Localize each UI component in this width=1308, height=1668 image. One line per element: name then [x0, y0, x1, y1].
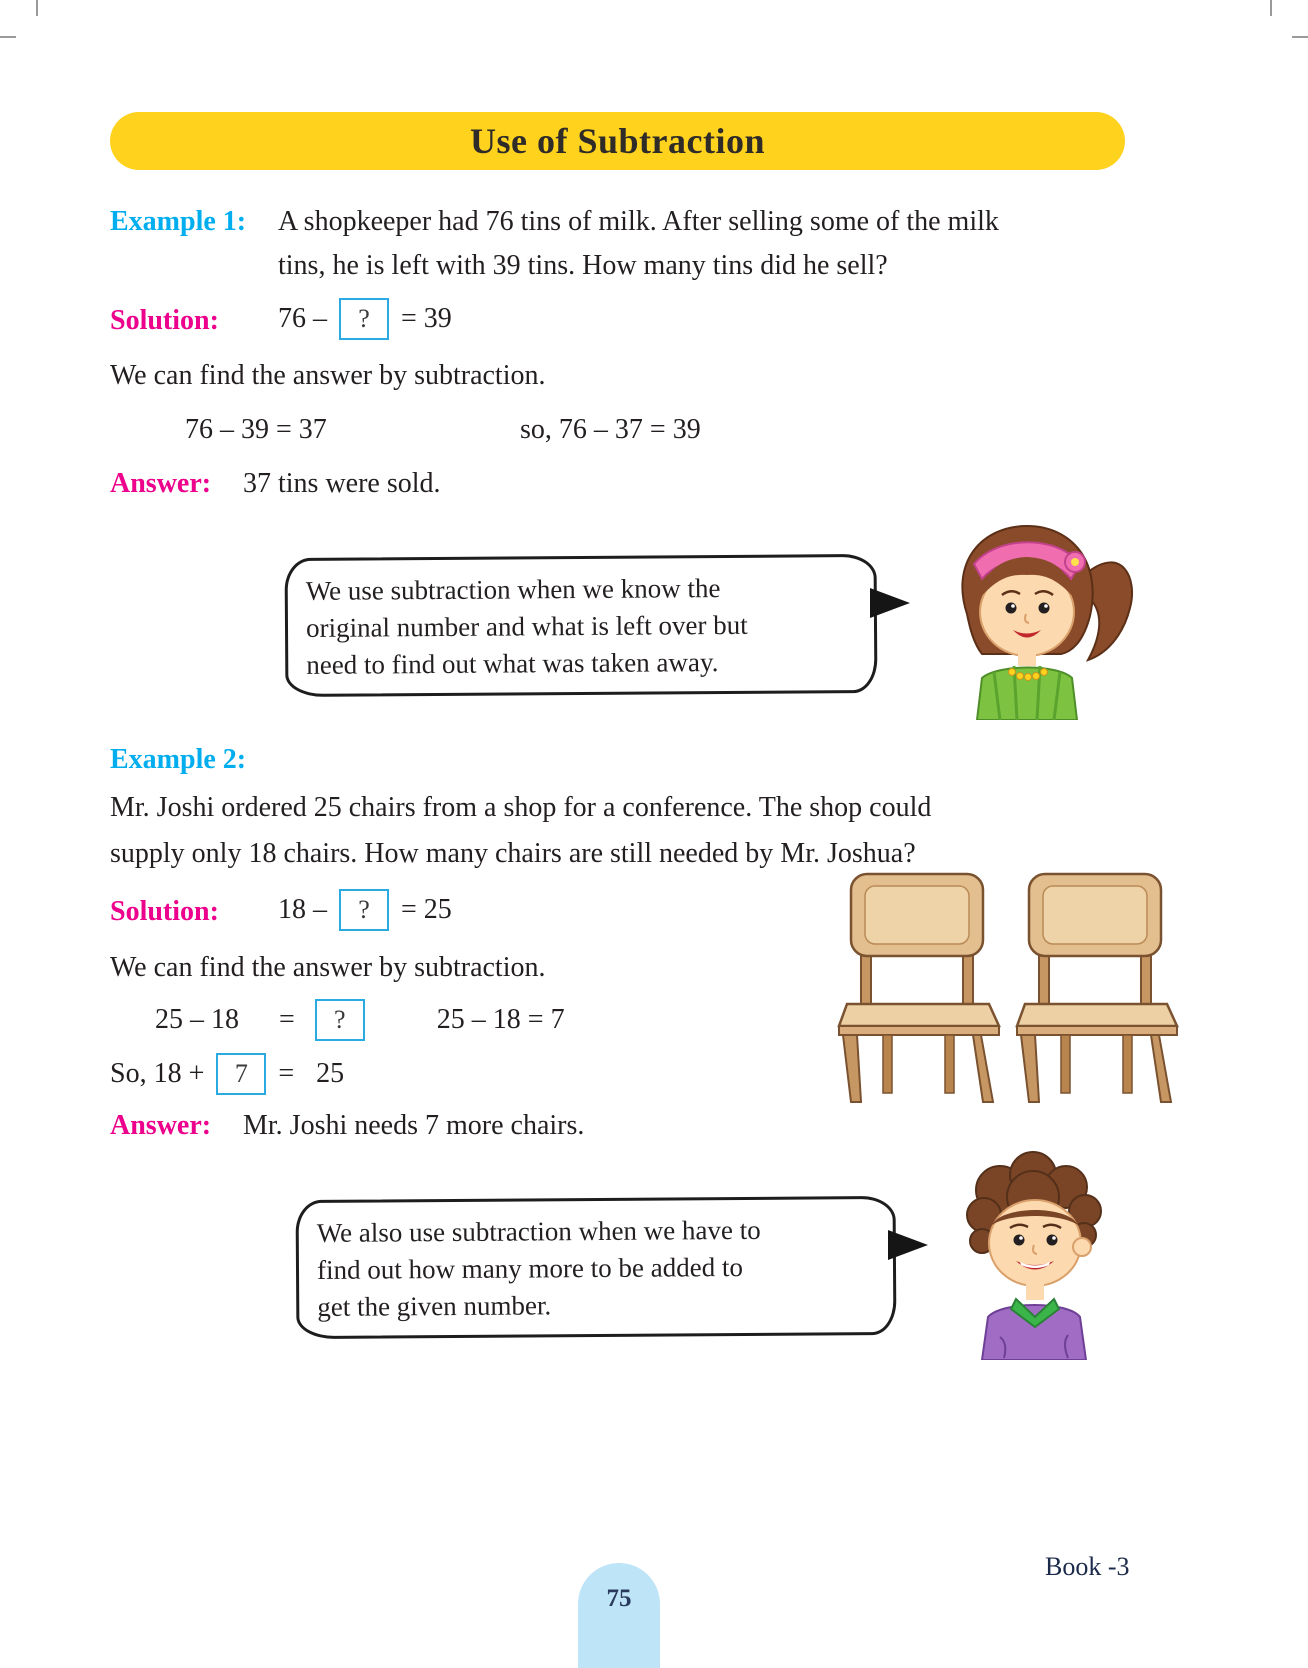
crop-mark-top-left-h — [0, 36, 16, 38]
chair-left — [839, 874, 999, 1102]
example1-working-left: 76 – 39 = 37 — [185, 414, 327, 445]
example2-working-equals: = — [279, 1004, 295, 1035]
crop-mark-top-right-v — [1270, 0, 1272, 16]
example1-problem-line2: tins, he is left with 39 tins. How many tins did he sell? — [278, 250, 888, 281]
example2-working-box: ? — [315, 999, 365, 1041]
chairs-icon — [835, 868, 1180, 1106]
example2-problem-line1: Mr. Joshi ordered 25 chairs from a shop for a conference. The shop could — [110, 792, 932, 823]
example2-so-equation — [110, 1053, 344, 1095]
example2-equation-prefix: 18 – — [278, 894, 327, 925]
example2-solution-label: Solution: — [110, 896, 219, 927]
chair-right — [1017, 874, 1177, 1102]
example1-working-right: so, 76 – 37 = 39 — [520, 414, 701, 445]
bubble1-line2: original number and what is left over but — [305, 609, 748, 643]
bubble2-line1: We also use subtraction when we have to — [316, 1214, 761, 1248]
example2-problem-line2: supply only 18 chairs. How many chairs are still needed by Mr. Joshua? — [110, 838, 916, 869]
example1-solution-label: Solution: — [110, 305, 219, 336]
example1-answer-text: 37 tins were sold. — [243, 468, 441, 499]
example2-so-prefix: So, 18 + — [110, 1058, 205, 1089]
page-title: Use of Subtraction — [470, 121, 765, 161]
example1-problem-line1: A shopkeeper had 76 tins of milk. After selling some of the milk — [278, 206, 999, 237]
example2-method-text: We can find the answer by subtraction. — [110, 952, 546, 983]
example2-answer-label: Answer: — [110, 1110, 212, 1141]
example2-answer-text: Mr. Joshi needs 7 more chairs. — [243, 1110, 585, 1141]
example1-equation-suffix: = 39 — [401, 303, 452, 334]
example1-method-text: We can find the answer by subtraction. — [110, 360, 546, 391]
bubble2-pointer-arrow-icon — [888, 1230, 928, 1260]
example2-so-equals: = — [278, 1058, 295, 1089]
example2-working-prefix: 25 – 18 — [155, 1004, 239, 1035]
bubble1-line1: We use subtraction when we know the — [305, 573, 721, 606]
example2-equation — [278, 889, 452, 931]
girl-left-eye — [1006, 603, 1017, 614]
book-label: Book -3 — [1045, 1552, 1130, 1581]
boy-cartoon-icon — [930, 1145, 1148, 1360]
boy-right-eye — [1047, 1235, 1058, 1246]
bubble2-line2: find out how many more to be added to — [316, 1251, 744, 1285]
example2-so-value: 25 — [316, 1058, 345, 1089]
two-chairs-illustration — [835, 868, 1180, 1106]
page-number-arch — [578, 1563, 660, 1668]
bubble2-line3: get the given number. — [317, 1290, 552, 1322]
example2-answer-box: ? — [339, 889, 389, 931]
example2-equation-suffix: = 25 — [401, 894, 452, 925]
boy-ear — [1073, 1238, 1091, 1256]
example1-speech-bubble — [285, 554, 878, 697]
girl-cartoon-icon — [920, 502, 1142, 720]
example1-label: Example 1: — [110, 206, 247, 237]
example1-equation-prefix: 76 – — [278, 303, 327, 334]
boy-neck — [1026, 1284, 1044, 1300]
boy-shirt — [982, 1305, 1086, 1360]
example1-answer-box: ? — [339, 298, 389, 340]
example1-equation — [278, 298, 452, 340]
example2-working-right: 25 – 18 = 7 — [436, 1004, 565, 1035]
bubble1-pointer-arrow-icon — [870, 588, 910, 618]
boy-illustration — [930, 1145, 1148, 1360]
crop-mark-top-left-v — [36, 0, 38, 16]
example1-answer-label: Answer: — [110, 468, 212, 499]
crop-mark-top-right-h — [1292, 36, 1308, 38]
example2-so-box: 7 — [216, 1053, 266, 1095]
bubble1-line3: need to find out what was taken away. — [306, 647, 719, 680]
title-banner — [110, 112, 1125, 170]
girl-illustration — [920, 502, 1142, 720]
page-number: 75 — [606, 1585, 632, 1612]
example2-speech-bubble — [296, 1196, 897, 1339]
example2-working — [155, 999, 565, 1041]
girl-neck — [1018, 652, 1036, 666]
example2-label: Example 2: — [110, 744, 247, 775]
boy-left-eye — [1014, 1235, 1025, 1246]
girl-right-eye — [1039, 603, 1050, 614]
